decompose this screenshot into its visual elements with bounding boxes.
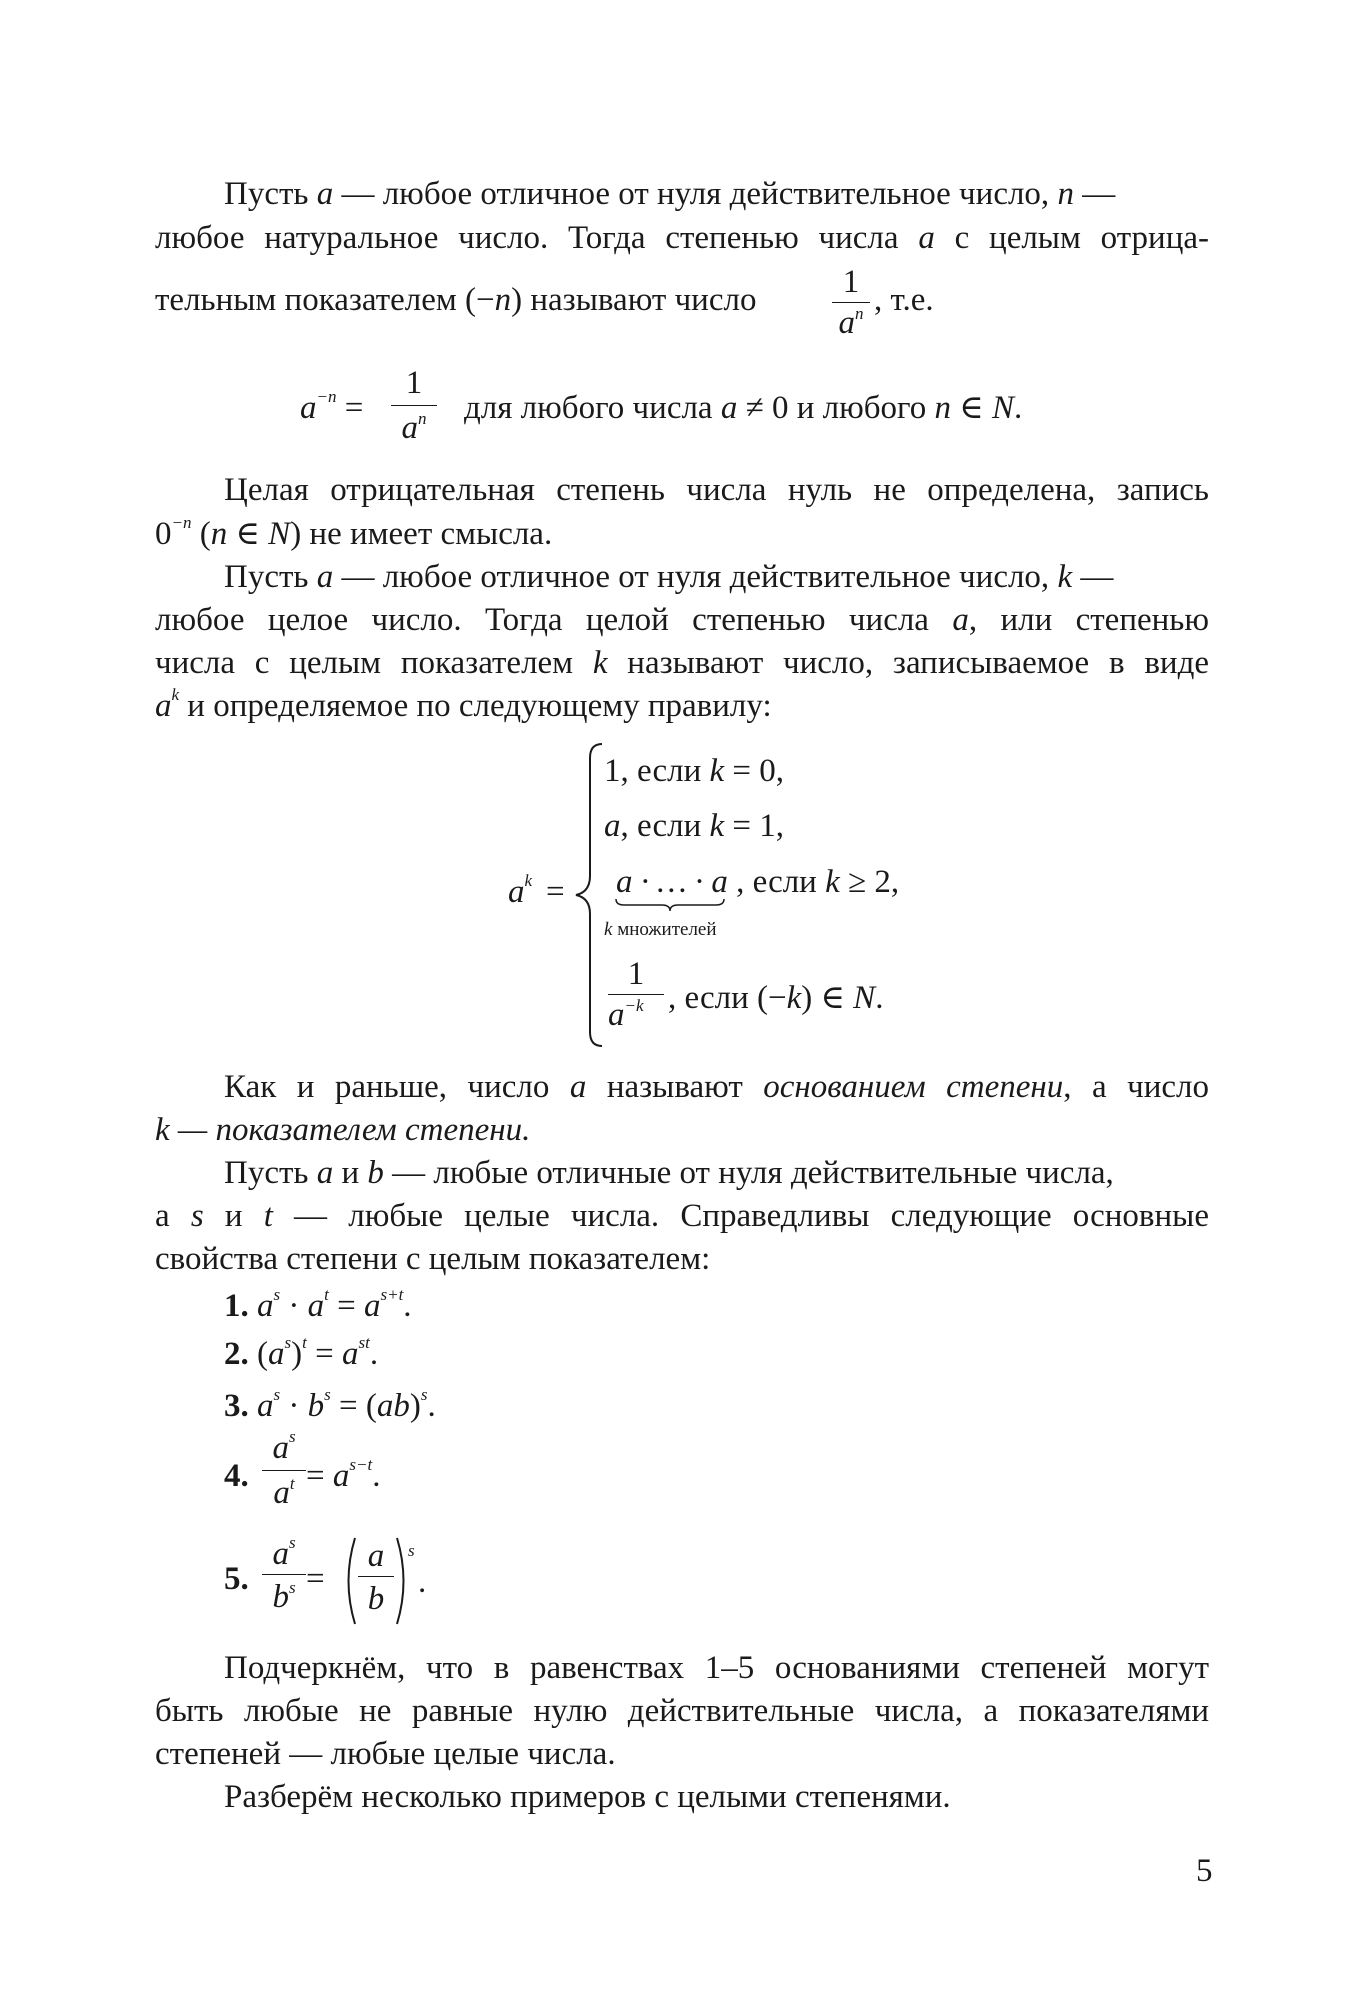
property-5-fraction: $a^s$ $b^s$ bbox=[260, 1538, 308, 1614]
p6-line2: быть любые не равные нулю действительные числа, а показателями bbox=[155, 1693, 1209, 1729]
p6-line3: степеней — любые целые числа. bbox=[155, 1736, 616, 1772]
p1-line3-end: , т.е. bbox=[874, 282, 934, 318]
property-3: 3. $a^s \cdot b^s = (ab)^s$. bbox=[224, 1385, 436, 1424]
p1-line2: любое натуральное число. Тогда степенью числа a с целым отрица- bbox=[155, 220, 1209, 256]
property-4-num: 4. bbox=[224, 1458, 249, 1494]
p3-line3: числа с целым показателем k называют число, записываемое в виде bbox=[155, 645, 1210, 681]
p5-line1: Пусть a и b — любые отличные от нуля действительные числа, bbox=[224, 1155, 1114, 1191]
property-5-eq: = bbox=[306, 1561, 325, 1597]
property-4-rhs: = $a^{s-t}$. bbox=[306, 1455, 381, 1494]
def-lhs: $a^{-n}$ = bbox=[300, 387, 364, 426]
curly-brace bbox=[572, 742, 606, 1048]
p3-line1: Пусть a — любое отличное от нуля действительное число, k — bbox=[224, 559, 1114, 595]
case-3: a · … · a , если k ≥ 2, bbox=[616, 864, 900, 900]
case-1: 1, если k = 0, bbox=[604, 753, 785, 789]
property-5-dot: . bbox=[418, 1564, 427, 1600]
p1-line3: тельным показателем (−n) называют число bbox=[155, 282, 757, 318]
page-number: 5 bbox=[1196, 1853, 1213, 1889]
underbrace-label: k множителей bbox=[604, 919, 717, 940]
piecewise-lhs: $a^k$ = bbox=[508, 871, 565, 910]
p5-line3: свойства степени с целым показателем: bbox=[155, 1241, 711, 1277]
case-4-fraction: 1 $a^{-k}$ bbox=[604, 958, 668, 1032]
property-5-exp: s bbox=[408, 1541, 415, 1560]
p4-line1: Как и раньше, число a называют основанием степени, а число bbox=[224, 1069, 1209, 1105]
property-2: 2. $(a^s)^t = a^{st}$. bbox=[224, 1333, 379, 1372]
case-2: a, если k = 1, bbox=[604, 808, 785, 844]
p2-line2: $0^{-n}$ (n ∈ N) не имеет смысла. bbox=[155, 513, 553, 552]
p5-line2: а s и t — любые целые числа. Справедливы следующие основные bbox=[155, 1198, 1209, 1234]
underbrace bbox=[614, 897, 726, 913]
def-fraction: 1 $a^n$ bbox=[386, 367, 442, 445]
p1-line1: Пусть a — любое отличное от нуля действительное число, n — bbox=[224, 176, 1116, 212]
property-5-num: 5. bbox=[224, 1561, 249, 1597]
property-4-fraction: $a^s$ $a^t$ bbox=[260, 1432, 308, 1510]
property-5-paren-fraction: a b bbox=[356, 1540, 396, 1616]
p4-line2: k — показателем степени. bbox=[155, 1112, 531, 1148]
p3-line2: любое целое число. Тогда целой степенью числа a, или степенью bbox=[155, 602, 1209, 638]
property-1: 1. $a^s \cdot a^t = a^{s+t}$. bbox=[224, 1285, 412, 1324]
p2-line1: Целая отрицательная степень числа нуль не определена, запись bbox=[224, 472, 1209, 508]
p7-line1: Разберём несколько примеров с целыми степенями. bbox=[224, 1779, 951, 1815]
p6-line1: Подчеркнём, что в равенствах 1–5 основаниями степеней могут bbox=[224, 1650, 1209, 1686]
case-4: , если (−k) ∈ N. bbox=[668, 980, 884, 1016]
p1-fraction: 1 $a^n$ bbox=[826, 266, 876, 340]
def-condition: для любого числа a ≠ 0 и любого n ∈ N. bbox=[464, 390, 1023, 426]
p3-line4: $a^k$ и определяемое по следующему правилу: bbox=[155, 685, 772, 724]
